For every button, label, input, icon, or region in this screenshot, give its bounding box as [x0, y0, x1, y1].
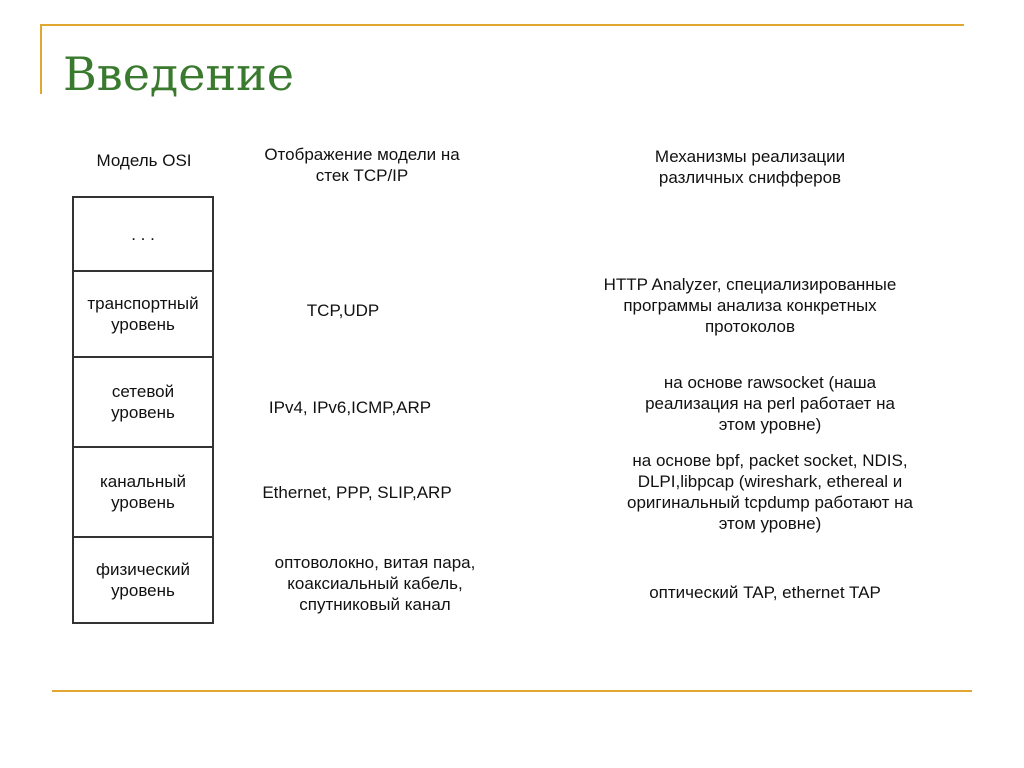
protocols-transport: TCP,UDP [306, 301, 380, 320]
mechanism-datalink: на основе bpf, packet socket, NDIS, DLPI,libpcap (wireshark, ethereal и оригинальный tcpdump работают на этом уровне) [627, 451, 913, 533]
top-rule [40, 24, 964, 26]
protocols-datalink: Ethernet, PPP, SLIP,ARP [262, 483, 452, 502]
header-sniffer-mechanisms: Механизмы реализации различных снифферов [654, 147, 846, 187]
osi-layer-label: транспортный уровень [87, 294, 199, 334]
mechanism-transport: HTTP Analyzer, специализированные программы анализа конкретных протоколов [603, 275, 897, 336]
osi-layer-network [74, 358, 212, 448]
mechanism-network: на основе rawsocket (наша реализация на perl работает на этом уровне) [645, 373, 895, 434]
slide-title: Введение [63, 47, 295, 101]
mechanism-physical: оптический TAP, ethernet TAP [649, 583, 881, 602]
bottom-rule [52, 690, 972, 692]
left-rule [40, 24, 42, 94]
osi-layer-label: сетевой уровень [111, 382, 175, 422]
osi-layer-datalink [74, 448, 212, 538]
protocols-physical: оптоволокно, витая пара, коаксиальный кабель, спутниковый канал [274, 553, 476, 614]
osi-layer-label: . . . [131, 224, 155, 244]
header-tcpip-mapping: Отображение модели на стек TCP/IP [264, 145, 460, 185]
protocols-network: IPv4, IPv6,ICMP,ARP [268, 398, 432, 417]
osi-stack [72, 196, 214, 624]
header-osi-model: Модель OSI [96, 151, 192, 170]
osi-layer-label: физический уровень [95, 560, 190, 600]
osi-layer-label: канальный уровень [100, 472, 186, 512]
osi-layer-transport [74, 272, 212, 358]
osi-layer-ellipsis [74, 198, 212, 272]
osi-layer-physical [74, 538, 212, 622]
